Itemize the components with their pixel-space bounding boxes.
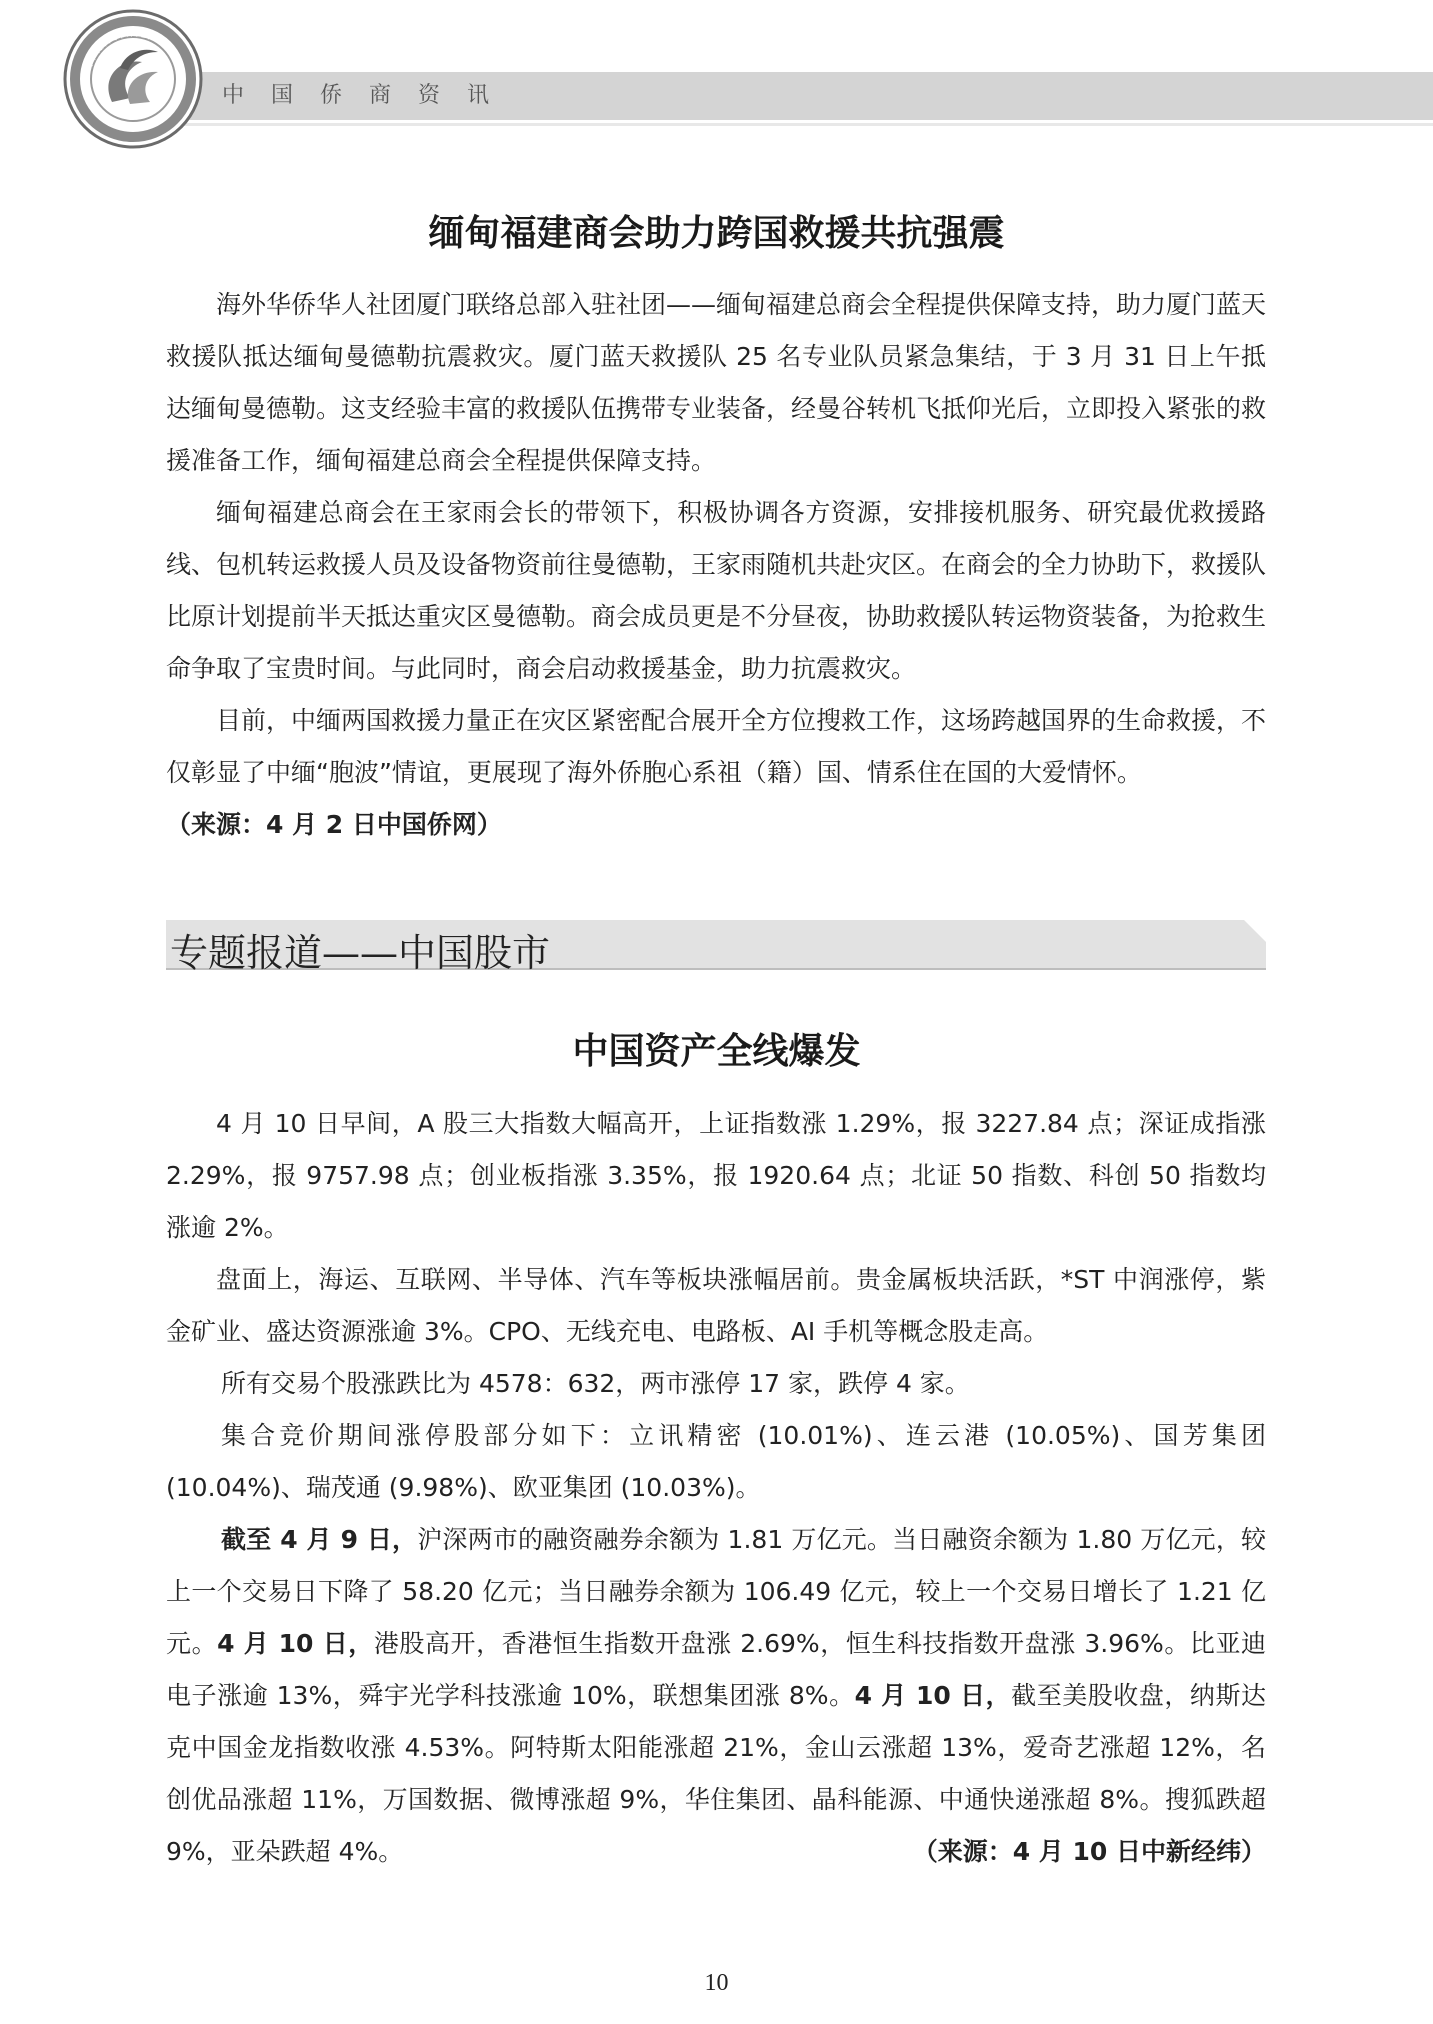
article-title: 中国资产全线爆发 [572, 1031, 861, 1072]
paragraph: 集合竞价期间涨停股部分如下：立讯精密 (10.01%)、连云港 (10.05%)、国芳集团 (10.04%)、瑞茂通 (9.98%)、欧亚集团 (10.03%)。 [166, 1421, 1266, 1502]
article-body [166, 1098, 1266, 1878]
paragraph-text: 港股高开，香港恒生指数开盘涨 2.69%，恒生科技指数开盘涨 3.96%。比亚迪电子涨逾 13%，舜宇光学科技涨逾 10%，联想集团涨 8%。 [166, 1629, 1267, 1710]
header-title: 中国侨商资讯 [222, 83, 517, 108]
paragraph-text: 沪深两市的融资融券余额为 1.81 万亿元。当日融资余额为 1.80 万亿元，较上一个交易日下降了 58.20 亿元；当日融券余额为 106.49 亿元，较上一个交易日增长了 1.21 亿元。 [166, 1525, 1266, 1658]
logo-text: 中国侨商联合会 [80, 25, 154, 72]
section-title: 专题报道——中国股市 [170, 931, 551, 975]
paragraph-text: 截至美股收盘，纳斯达克中国金龙指数收涨 4.53%。阿特斯太阳能涨超 21%，金山云涨超 13%，爱奇艺涨超 12%，名创优品涨超 11%，万国数据、微博涨超 9%，华住集团、晶科能源、中通快递涨超 8%。搜狐跌超 9%，亚朵跌超 4%。 [166, 1681, 1266, 1866]
page-number: 10 [704, 1970, 729, 1996]
source-citation: （来源：4 月 2 日中国侨网） [166, 810, 502, 839]
paragraph: 4 月 10 日早间，A 股三大指数大幅高开，上证指数涨 1.29%，报 3227.84 点；深证成指涨 2.29%，报 9757.98 点；创业板指涨 3.35%，报 1920.64 点；北证 50 指数、科创 50 指数均涨逾 2%。 [166, 1109, 1266, 1242]
paragraph: 盘面上，海运、互联网、半导体、汽车等板块涨幅居前。贵金属板块活跃，*ST 中润涨停，紫金矿业、盛达资源涨逾 3%。CPO、无线充电、电路板、AI 手机等概念股走高。 [166, 1265, 1266, 1346]
source-citation: （来源：4 月 10 日中新经纬） [912, 1837, 1266, 1866]
paragraph: 缅甸福建总商会在王家雨会长的带领下，积极协调各方资源，安排接机服务、研究最优救援路线、包机转运救援人员及设备物资前往曼德勒，王家雨随机共赴灾区。在商会的全力协助下，救援队比原计划提前半天抵达重灾区曼德勒。商会成员更是不分昼夜，协助救援队转运物资装备，为抢救生命争取了宝贵时间。与此同时，商会启动救援基金，助力抗震救灾。 [166, 498, 1267, 683]
paragraph: 目前，中缅两国救援力量正在灾区紧密配合展开全方位搜救工作，这场跨越国界的生命救援，不仅彰显了中缅“胞波”情谊，更展现了海外侨胞心系祖（籍）国、情系住在国的大爱情怀。 [166, 706, 1267, 787]
date-highlight: 4 月 10 日， [217, 1629, 374, 1658]
paragraph: 所有交易个股涨跌比为 4578：632，两市涨停 17 家，跌停 4 家。 [221, 1369, 970, 1398]
paragraph: 海外华侨华人社团厦门联络总部入驻社团——缅甸福建总商会全程提供保障支持，助力厦门蓝天救援队抵达缅甸曼德勒抗震救灾。厦门蓝天救援队 25 名专业队员紧急集结，于 3 月 31 日上午抵达缅甸曼德勒。这支经验丰富的救援队伍携带专业装备，经曼谷转机飞抵仰光后，立即投入紧张的救援准备工作，缅甸福建总商会全程提供保障支持。 [166, 290, 1267, 475]
paragraph [166, 1514, 1266, 1878]
date-highlight: 4 月 10 日， [854, 1681, 1012, 1710]
logo [60, 6, 206, 152]
date-highlight: 截至 4 月 9 日， [221, 1525, 418, 1554]
article-title: 缅甸福建商会助力跨国救援共抗强震 [428, 213, 1005, 254]
article-body [166, 279, 1266, 851]
